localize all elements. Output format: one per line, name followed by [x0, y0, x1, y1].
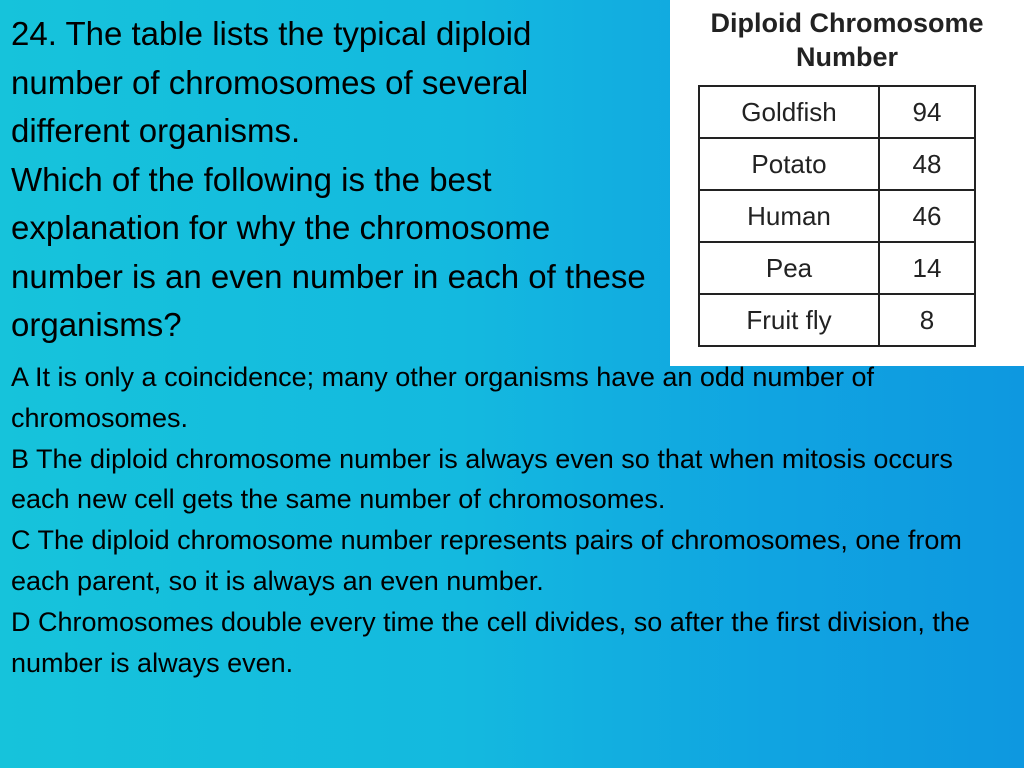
organism-cell: Human	[699, 190, 879, 242]
question-stem: 24. The table lists the typical diploid number of chromosomes of several different organisms.	[11, 15, 532, 149]
answer-choices	[11, 357, 1016, 683]
number-cell: 48	[879, 138, 975, 190]
answer-choice-d: D Chromosomes double every time the cell divides, so after the first division, the number is always even.	[11, 606, 970, 678]
question-prompt: Which of the following is the best explanation for why the chromosome number is an even number in each of these organisms?	[11, 160, 646, 343]
table-title: Diploid Chromosome Number	[710, 8, 984, 72]
number-cell: 14	[879, 242, 975, 294]
chromosome-table-panel	[670, 0, 1024, 366]
answer-choice-b: B The diploid chromosome number is always even so that when mitosis occurs each new cell gets the same number of chromosomes.	[11, 443, 953, 515]
table-row	[699, 138, 975, 190]
table-row	[699, 190, 975, 242]
question-text	[11, 10, 651, 350]
organism-cell: Fruit fly	[699, 294, 879, 346]
table-row	[699, 294, 975, 346]
answer-choice-a: A It is only a coincidence; many other organisms have an odd number of chromosomes.	[11, 362, 874, 433]
table-row	[699, 242, 975, 294]
number-cell: 46	[879, 190, 975, 242]
table-row	[699, 86, 975, 138]
number-cell: 94	[879, 86, 975, 138]
organism-cell: Goldfish	[699, 86, 879, 138]
chromosome-table	[698, 85, 976, 347]
organism-cell: Pea	[699, 242, 879, 294]
number-cell: 8	[879, 294, 975, 346]
organism-cell: Potato	[699, 138, 879, 190]
answer-choice-c: C The diploid chromosome number represents pairs of chromosomes, one from each parent, so it is always an even number.	[11, 525, 962, 596]
